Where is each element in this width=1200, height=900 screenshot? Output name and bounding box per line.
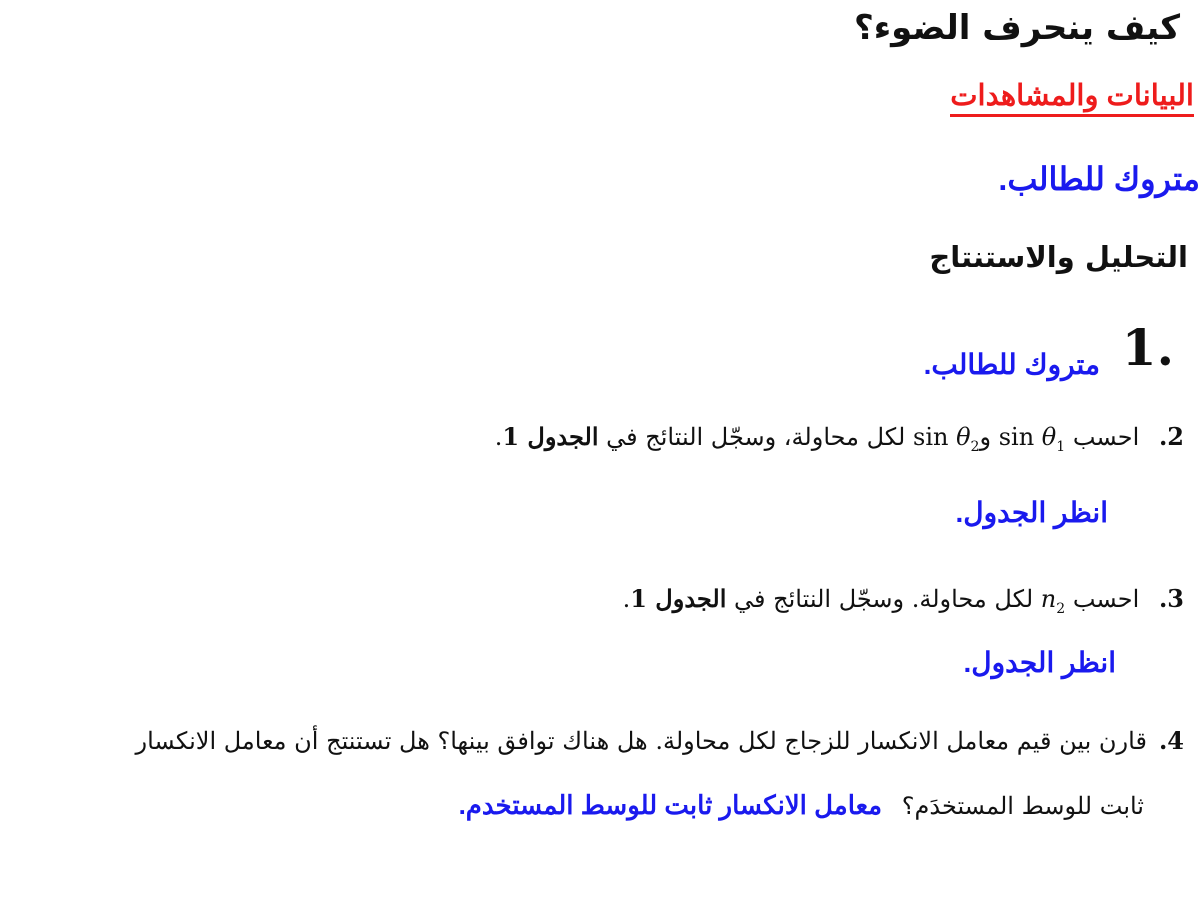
- table-reference: الجدول 1: [502, 422, 599, 451]
- answer-left-to-student: متروك للطالب.: [998, 161, 1200, 197]
- section-heading-analysis: التحليل والاستنتاج: [929, 240, 1188, 274]
- question-4-number: 4.: [1158, 726, 1184, 755]
- table-reference: الجدول 1: [630, 584, 727, 613]
- math-var: n: [1040, 585, 1057, 613]
- question-3-text-before: احسب: [1072, 585, 1140, 613]
- math-n-2: [1040, 585, 1066, 617]
- math-var: θ: [956, 423, 971, 451]
- question-3-answer: انظر الجدول.: [963, 647, 1116, 678]
- math-sub: 1: [1056, 438, 1066, 455]
- question-4-text-line-2: ثابت للوسط المستخدَم؟: [901, 792, 1144, 820]
- question-1-number: 1.: [1121, 318, 1174, 377]
- math-fn: sin: [998, 423, 1035, 451]
- math-sin-theta-1: [998, 423, 1066, 455]
- question-2-number: 2.: [1158, 422, 1184, 451]
- question-2-text-before: احسب: [1072, 423, 1140, 451]
- section-subtitle-data-observations: البيانات والمشاهدات: [950, 78, 1194, 117]
- question-3-number: 3.: [1158, 584, 1184, 613]
- question-3: [623, 584, 1184, 617]
- question-3-text-after: لكل محاولة. وسجّل النتائج في: [734, 585, 1034, 613]
- question-2: [495, 422, 1184, 455]
- question-4-line-2: [459, 790, 1144, 821]
- page-title: كيف ينحرف الضوء؟: [854, 8, 1180, 48]
- math-sub: 2: [1056, 600, 1066, 617]
- question-2-answer: انظر الجدول.: [955, 497, 1108, 528]
- math-sin-theta-2: [913, 423, 980, 455]
- math-var: θ: [1041, 423, 1057, 451]
- question-4-answer: معامل الانكسار ثابت للوسط المستخدم.: [458, 790, 883, 820]
- question-4-line-1: [136, 726, 1184, 755]
- question-4-text-line-1: قارن بين قيم معامل الانكسار للزجاج لكل محاولة. هل هناك توافق بينها؟ هل تستنتج أن معامل الانكسار: [135, 727, 1147, 755]
- period: .: [494, 423, 503, 451]
- question-2-text-after: لكل محاولة، وسجّل النتائج في: [606, 423, 906, 451]
- math-sub: 2: [970, 438, 980, 455]
- period: .: [622, 585, 631, 613]
- conjunction: و: [979, 423, 992, 451]
- question-1-answer: متروك للطالب.: [923, 349, 1100, 380]
- math-fn: sin: [913, 423, 949, 451]
